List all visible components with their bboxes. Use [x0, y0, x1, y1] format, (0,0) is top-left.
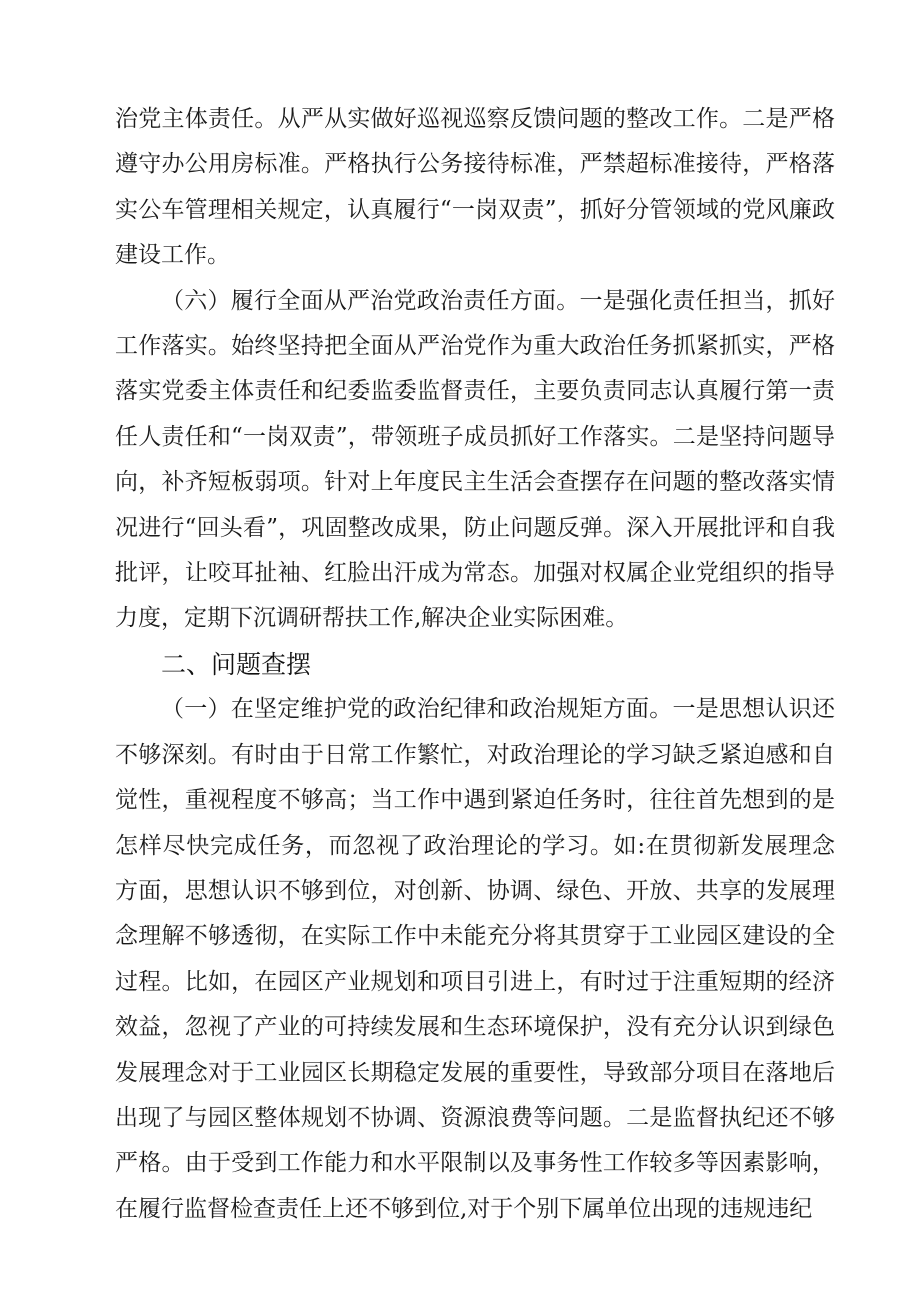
paragraph-political-discipline: （一）在坚定维护党的政治纪律和政治规矩方面。一是思想认识还不够深刻。有时由于日常工作繁忙，对政治理论的学习缺乏紧迫感和自觉性，重视程度不够高；当工作中遇到紧迫任务时，往往首先想到的是怎样尽快完成任务，而忽视了政治理论的学习。如:在贯彻新发展理念方面，思想认识不够到位，对创新、协调、绿色、开放、共享的发展理念理解不够透彻，在实际工作中未能充分将其贯穿于工业园区建设的全过程。比如，在园区产业规划和项目引进上，有时过于注重短期的经济效益，忽视了产业的可持续发展和生态环境保护，没有充分认识到绿色发展理念对于工业园区长期稳定发展的重要性，导致部分项目在落地后出现了与园区整体规划不协调、资源浪费等问题。二是监督执纪还不够严格。由于受到工作能力和水平限制以及事务性工作较多等因素影响，在履行监督检查责任上还不够到位,对于个别下属单位出现的违规违纪 — [115, 696, 835, 1222]
section-heading-problems: 二、问题查摆 — [161, 649, 312, 679]
paragraph-party-responsibility: （六）履行全面从严治党政治责任方面。一是强化责任担当，抓好工作落实。始终坚持把全面从严治党作为重大政治任务抓紧抓实，严格落实党委主体责任和纪委监委监督责任，主要负责同志认真履行第一责任人责任和“一岗双责”，带领班子成员抓好工作落实。二是坚持问题导向，补齐短板弱项。针对上年度民主生活会查摆存在问题的整改落实情况进行“回头看”，巩固整改成果，防止问题反弹。深入开展批评和自我批评，让咬耳扯袖、红脸出汗成为常态。加强对权属企业党组织的指导力度，定期下沉调研帮扶工作,解决企业实际困难。 — [115, 287, 835, 632]
document-body — [115, 97, 835, 1232]
paragraph-continuation: 治党主体责任。从严从实做好巡视巡察反馈问题的整改工作。二是严格遵守办公用房标准。严格执行公务接待标准，严禁超标准接待，严格落实公车管理相关规定，认真履行“一岗双责”，抓好分管领域的党风廉政建设工作。 — [115, 106, 835, 269]
